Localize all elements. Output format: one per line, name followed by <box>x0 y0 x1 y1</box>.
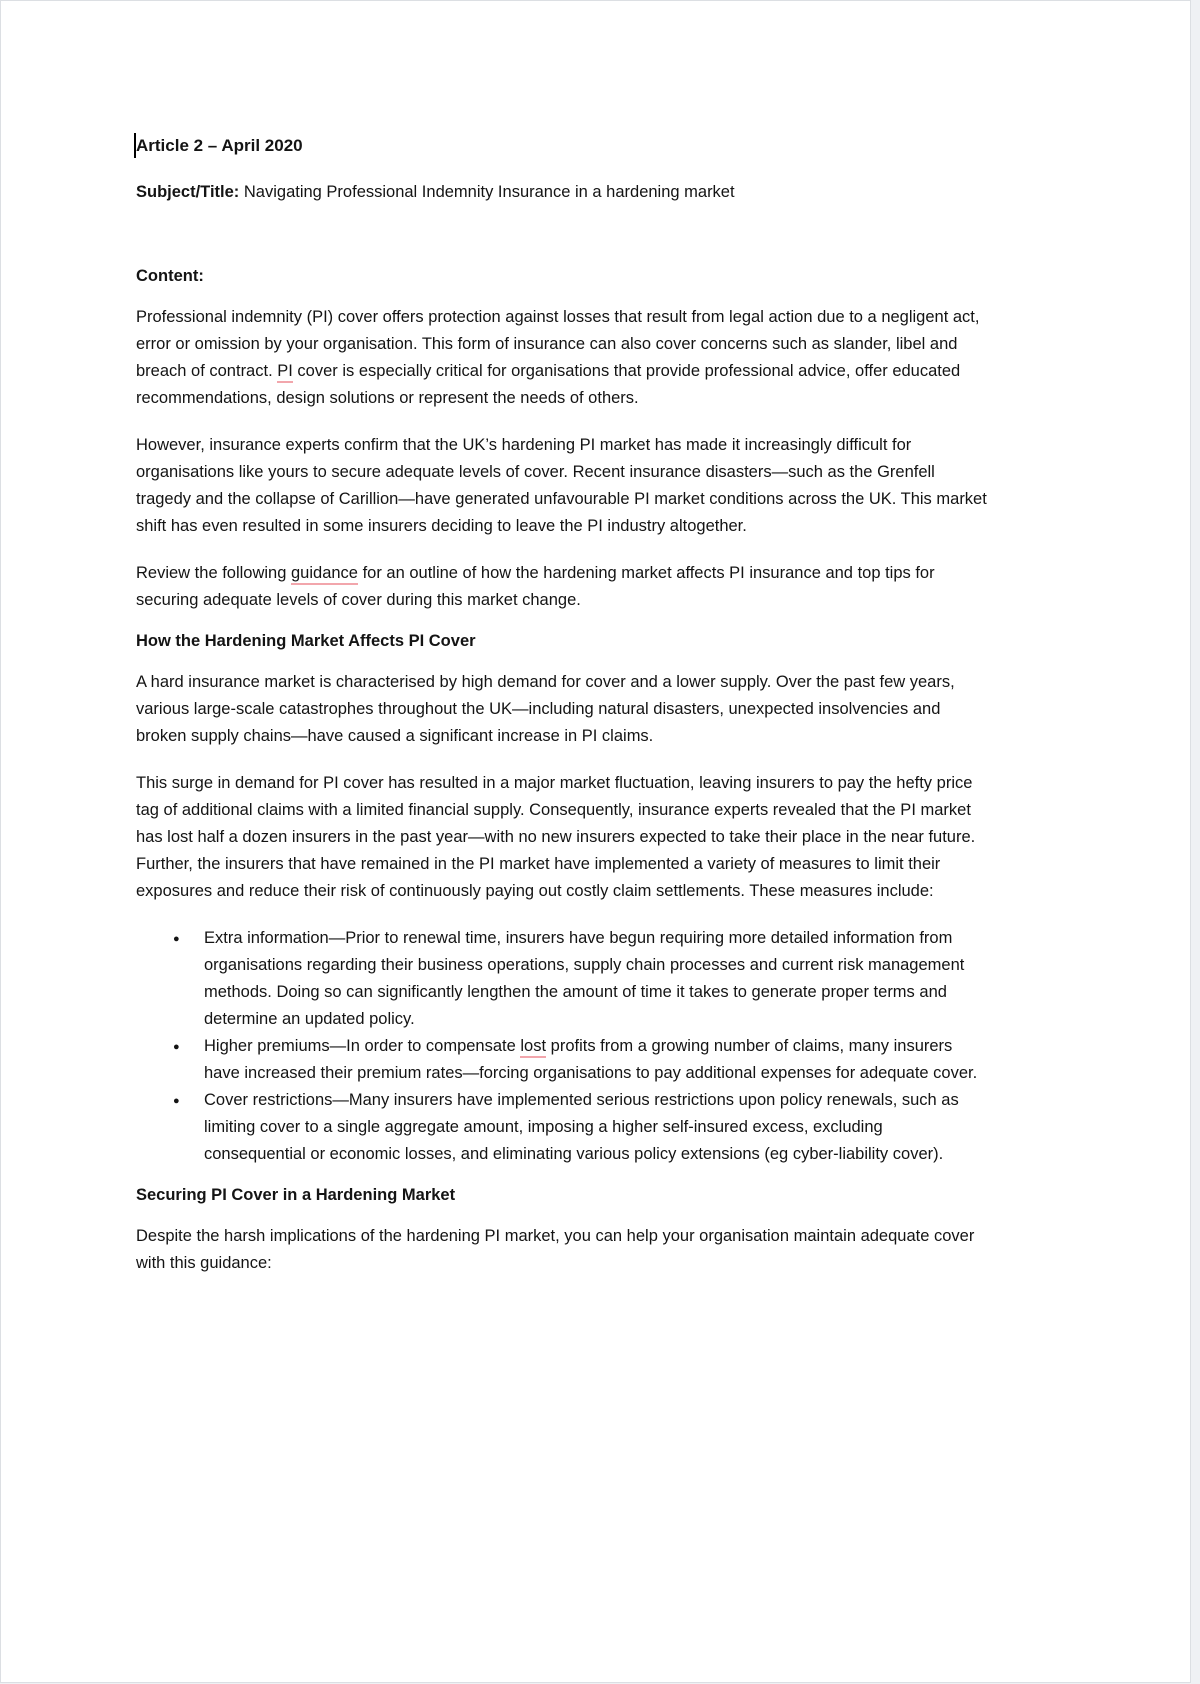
paragraph-text: cover is especially critical for organisations that provide professional advice, offer educated recommendations, design solutions or represent the needs of others. <box>136 362 961 407</box>
article-title[interactable] <box>136 132 988 159</box>
paragraph-text: Professional indemnity (PI) cover offers protection against losses that result from legal action due to a negligent act, error or omission by your organisation. This form of insurance can also cover concerns such as slander, libel and breach of contract. <box>136 308 980 380</box>
spellcheck-word: guidance <box>291 564 358 585</box>
text-cursor <box>134 133 136 158</box>
paragraph-hardening-market[interactable]: However, insurance experts confirm that the UK’s hardening PI market has made it increasingly difficult for organisations like yours to secure adequate levels of cover. Recent insurance disasters—such as the Grenfell tragedy and the collapse of Carillion—have generated unfavourable PI market conditions across the UK. This market shift has even resulted in some insurers deciding to leave the PI industry altogether. <box>136 436 987 535</box>
subject-label: Subject/Title: <box>136 183 240 201</box>
list-item-text: Higher premiums—In order to compensate <box>204 1037 521 1055</box>
paragraph-hard-market-definition[interactable]: A hard insurance market is characterised by high demand for cover and a lower supply. Over the past few years, various large-scale catastrophes throughout the UK—including natural disasters, unexpected insolvencies and broken supply chains—have caused a significant increase in PI claims. <box>136 673 955 745</box>
list-item-text: profits from a growing number of claims, many insurers have increased their premium rates—forcing organisations to pay additional expenses for adequate cover. <box>204 1037 978 1082</box>
list-item-extra-information[interactable] <box>204 925 988 1033</box>
content-label[interactable]: Content: <box>136 267 204 285</box>
list-item-text: Cover restrictions—Many insurers have implemented serious restrictions upon policy renewals, such as limiting cover to a single aggregate amount, imposing a higher self-insured excess, excluding consequential or economic losses, and eliminating various policy extensions (eg cyber-liability cover). <box>204 1091 959 1163</box>
subject-line[interactable] <box>136 179 988 206</box>
paragraph-surge-demand[interactable]: This surge in demand for PI cover has resulted in a major market fluctuation, leaving insurers to pay the hefty price tag of additional claims with a limited financial supply. Consequently, insurance experts revealed that the PI market has lost half a dozen insurers in the past year—with no new insurers expected to take their place in the near future. Further, the insurers that have remained in the PI market have implemented a variety of measures to limit their exposures and reduce their risk of continuously paying out costly claim settlements. These measures include: <box>136 774 976 900</box>
spellcheck-word: lost <box>520 1037 546 1058</box>
article-title-text: Article 2 – April 2020 <box>136 136 303 155</box>
document-text-area[interactable] <box>1 1 991 1277</box>
list-item-text: Extra information—Prior to renewal time, insurers have begun requiring more detailed information from organisations regarding their business operations, supply chain processes and current risk management methods. Doing so can significantly lengthen the amount of time it takes to generate proper terms and determine an updated policy. <box>204 929 965 1028</box>
heading-how-market-affects[interactable]: How the Hardening Market Affects PI Cover <box>136 632 476 650</box>
paragraph-despite-implications[interactable]: Despite the harsh implications of the hardening PI market, you can help your organisation maintain adequate cover with this guidance: <box>136 1227 975 1272</box>
measures-list <box>136 925 988 1168</box>
list-item-higher-premiums[interactable] <box>204 1033 988 1087</box>
list-item-cover-restrictions[interactable] <box>204 1087 988 1168</box>
spellcheck-word: PI <box>277 362 293 383</box>
paragraph-text: for an outline of how the hardening market affects PI insurance and top tips for securing adequate levels of cover during this market change. <box>136 564 935 609</box>
scroll-gutter <box>1191 0 1200 1684</box>
subject-value: Navigating Professional Indemnity Insurance in a hardening market <box>239 183 735 201</box>
paragraph-text: Review the following <box>136 564 291 582</box>
paragraph-review-guidance[interactable] <box>136 560 988 614</box>
paragraph-pi-overview[interactable] <box>136 304 988 412</box>
heading-securing-cover[interactable]: Securing PI Cover in a Hardening Market <box>136 1186 456 1204</box>
